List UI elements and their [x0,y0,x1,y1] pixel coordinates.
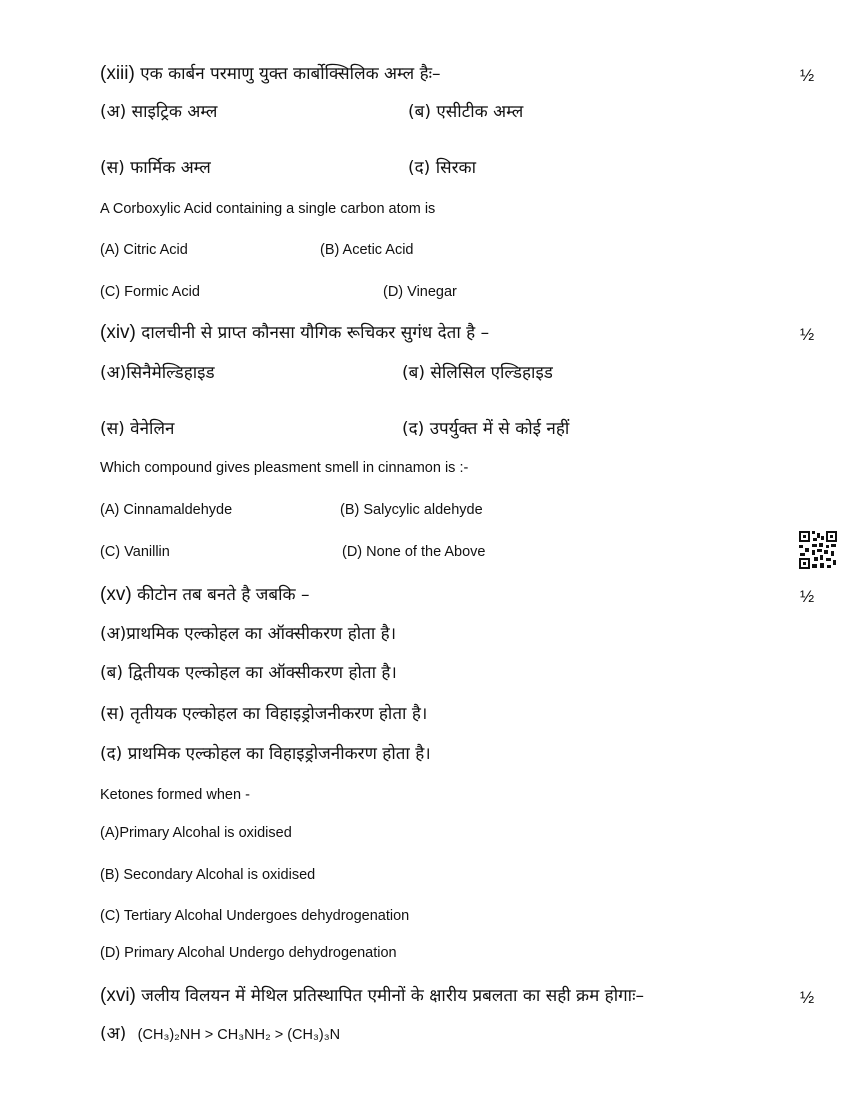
option-en-b: (B) Salycylic aldehyde [340,502,483,518]
option-en-c: (C) Tertiary Alcohal Undergoes dehydrogenation [100,908,410,924]
option-hi-d: (द) सिरका [408,158,477,178]
question-number: (xvi) [100,985,136,1006]
question-xiv-hindi [100,323,489,342]
question-xv-marks: ½ [800,587,815,606]
question-number: (xv) [100,584,132,605]
option-hi-a: (अ) साइट्रिक अम्ल [100,102,218,122]
question-xv-hindi [100,585,309,604]
question-xvi-marks: ½ [800,988,815,1007]
option-hi-d: (द) प्राथमिक एल्कोहल का विहाइड्रोजनीकरण होता है। [100,744,431,764]
option-en-a: (A)Primary Alcohal is oxidised [100,825,292,841]
option-en-a: (A) Cinnamaldehyde [100,502,233,518]
option-hi-a [100,1026,340,1043]
qr-code-icon [798,530,838,570]
question-xiv-marks: ½ [800,325,815,344]
option-hi-d: (द) उपर्युक्त में से कोई नहीं [402,419,570,439]
option-hi-c: (स) वेनेलिन [100,419,175,439]
option-en-d: (D) Primary Alcohal Undergo dehydrogenation [100,945,397,961]
question-text: जलीय विलयन में मेथिल प्रतिस्थापित एमीनों के क्षारीय प्रबलता का सही क्रम होगाः– [141,986,645,1006]
option-en-b: (B) Secondary Alcohal is oxidised [100,867,316,883]
option-hi-a: (अ)सिनैमेल्डिहाइड [100,363,215,383]
option-hi-c: (स) फार्मिक अम्ल [100,158,211,178]
option-label: (अ) [100,1024,127,1044]
question-text: एक कार्बन परमाणु युक्त कार्बोक्सिलिक अम्ल हैः– [140,64,441,84]
option-en-c: (C) Formic Acid [100,284,200,300]
option-hi-c: (स) तृतीयक एल्कोहल का विहाइड्रोजनीकरण होता है। [100,704,428,724]
option-hi-b: (ब) एसीटीक अम्ल [408,102,524,122]
option-hi-b: (ब) द्वितीयक एल्कोहल का ऑक्सीकरण होता है। [100,663,397,683]
question-number: (xiv) [100,322,136,343]
question-text: दालचीनी से प्राप्त कौनसा यौगिक रूचिकर सुगंध देता है – [141,323,490,343]
option-formula: (CH₃)₂NH > CH₃NH₂ > (CH₃)₃N [137,1027,341,1043]
question-xiv-english: Which compound gives pleasment smell in cinnamon is :- [100,460,469,476]
option-en-d: (D) Vinegar [383,284,457,300]
question-xiii-hindi [100,64,441,83]
option-en-a: (A) Citric Acid [100,242,188,258]
question-text: कीटोन तब बनते है जबकि – [137,585,310,605]
option-en-d: (D) None of the Above [342,544,486,560]
question-xiii-marks: ½ [800,66,815,85]
option-en-b: (B) Acetic Acid [320,242,414,258]
option-en-c: (C) Vanillin [100,544,170,560]
question-xvi-hindi [100,986,644,1005]
question-number: (xiii) [100,63,135,84]
option-hi-a: (अ)प्राथमिक एल्कोहल का ऑक्सीकरण होता है। [100,624,397,644]
question-xiii-english: A Corboxylic Acid containing a single carbon atom is [100,201,436,217]
question-xv-english: Ketones formed when - [100,787,250,803]
option-hi-b: (ब) सेलिसिल एल्डिहाइड [402,363,553,383]
